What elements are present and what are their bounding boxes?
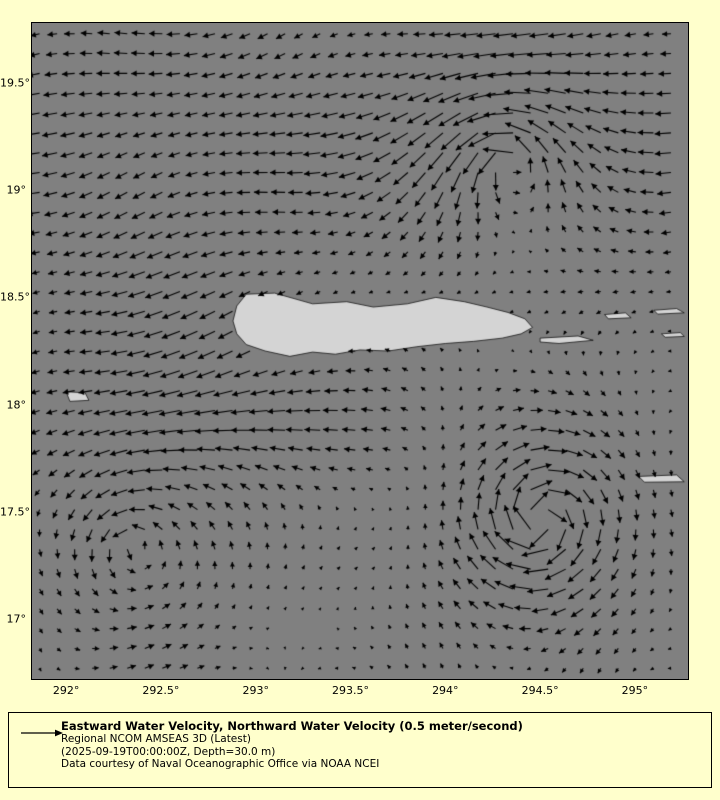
y-tick-0: 17° xyxy=(6,612,26,626)
legend-panel xyxy=(8,712,712,788)
map-plot-area[interactable] xyxy=(31,22,689,680)
legend-line-3: Data courtesy of Naval Oceanographic Office via NOAA NCEI xyxy=(61,758,380,770)
x-tick-0: 292° xyxy=(52,684,80,697)
y-tick-5: 19.5° xyxy=(0,76,30,90)
x-tick-6: 295° xyxy=(621,684,649,697)
y-tick-1: 17.5° xyxy=(0,505,30,519)
x-tick-1: 292.5° xyxy=(142,684,180,697)
legend-line-1: Regional NCOM AMSEAS 3D (Latest) xyxy=(61,733,251,745)
y-tick-4: 19° xyxy=(6,183,26,197)
reference-arrow-icon xyxy=(19,725,63,739)
legend-line-2: (2025-09-19T00:00:00Z, Depth=30.0 m) xyxy=(61,745,276,758)
velocity-vector-field xyxy=(32,23,688,679)
legend-title: Eastward Water Velocity, Northward Water Velocity (0.5 meter/second) xyxy=(61,719,523,733)
y-tick-3: 18.5° xyxy=(0,290,30,304)
y-tick-2: 18° xyxy=(6,398,26,412)
x-tick-4: 294° xyxy=(432,684,459,697)
x-tick-2: 293° xyxy=(242,684,269,697)
x-tick-5: 294.5° xyxy=(521,684,559,697)
x-tick-3: 293.5° xyxy=(332,684,370,697)
legend-text-block xyxy=(61,719,705,771)
